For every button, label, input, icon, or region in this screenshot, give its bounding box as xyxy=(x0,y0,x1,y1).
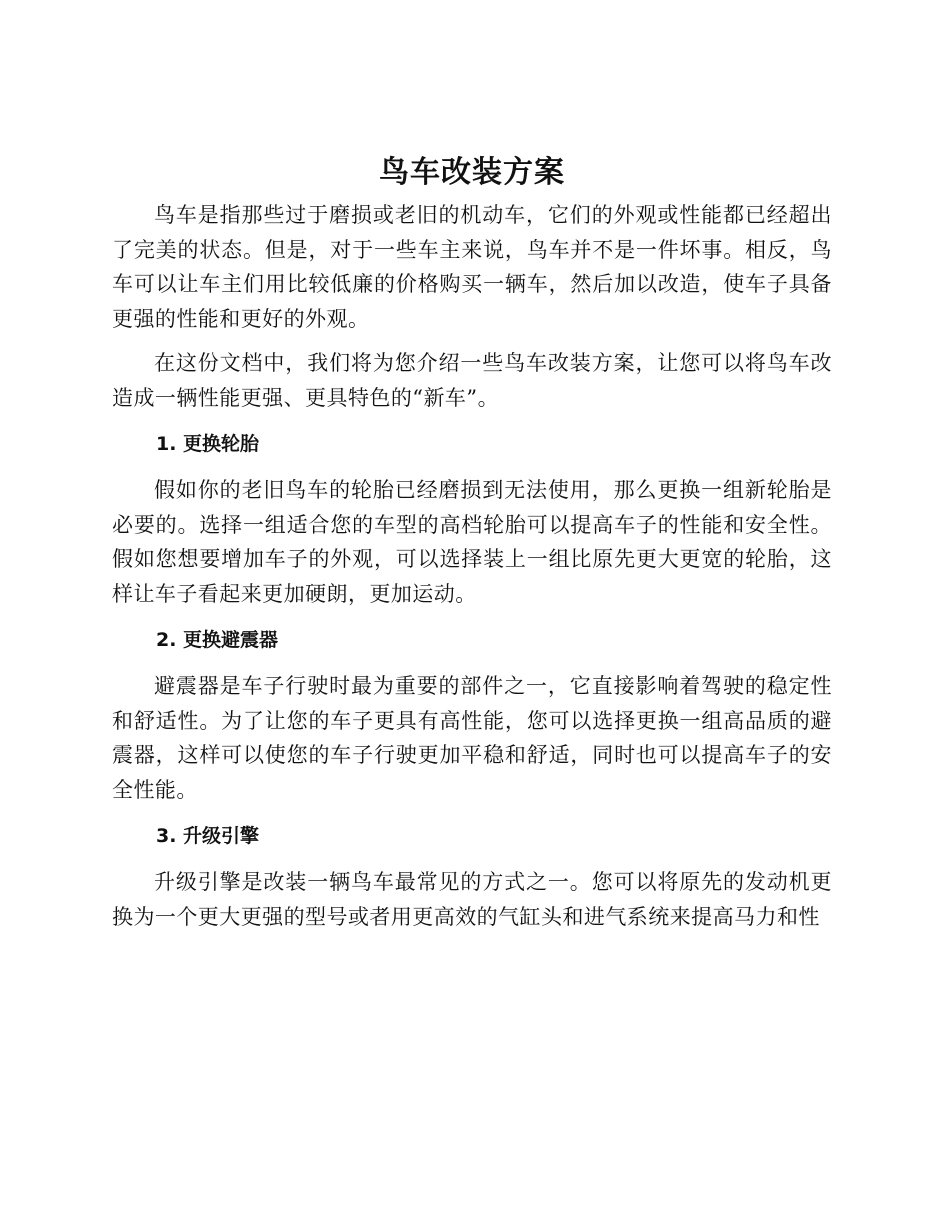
section-body-shock-absorbers: 避震器是车子行驶时最为重要的部件之一，它直接影响着驾驶的稳定性和舒适性。为了让您的车子更具有高性能，您可以选择更换一组高品质的避震器，这样可以使您的车子行驶更加平稳和舒适，同时也可以提高车子的安全性能。 xyxy=(112,674,832,802)
document-title: 鸟车改装方案 xyxy=(379,155,565,190)
section-body-engine: 升级引擎是改装一辆鸟车最常见的方式之一。您可以将原先的发动机更换为一个更大更强的型号或者用更高效的气缸头和进气系统来提高马力和性 xyxy=(112,870,832,929)
intro-paragraph-1: 鸟车是指那些过于磨损或老旧的机动车，它们的外观或性能都已经超出了完美的状态。但是，对于一些车主来说，鸟车并不是一件坏事。相反，鸟车可以让车主们用比较低廉的价格购买一辆车，然后加以改造，使车子具备更强的性能和更好的外观。 xyxy=(112,203,832,331)
section-heading-tires: 1. 更换轮胎 xyxy=(156,433,260,455)
section-body-tires: 假如你的老旧鸟车的轮胎已经磨损到无法使用，那么更换一组新轮胎是必要的。选择一组适合您的车型的高档轮胎可以提高车子的性能和安全性。假如您想要增加车子的外观，可以选择装上一组比原先更大更宽的轮胎，这样让车子看起来更加硬朗，更加运动。 xyxy=(112,478,832,606)
section-heading-engine: 3. 升级引擎 xyxy=(156,825,260,847)
document-content xyxy=(112,148,832,944)
intro-paragraph-2: 在这份文档中，我们将为您介绍一些鸟车改装方案，让您可以将鸟车改造成一辆性能更强、更具特色的“新车”。 xyxy=(112,351,832,410)
section-heading-shock-absorbers: 2. 更换避震器 xyxy=(156,629,279,651)
